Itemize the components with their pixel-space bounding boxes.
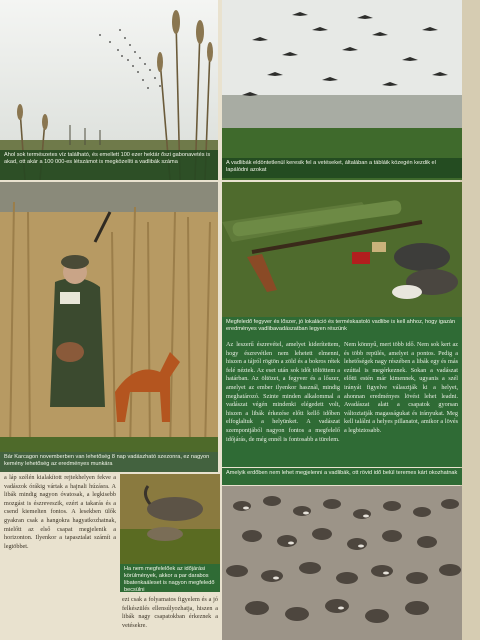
caption-geese-field: A vadlibák eldöntetlenül keresik fel a vetéseket, általában a tábláik közegén kezdik el lapálódni azokat [222,158,462,178]
caption-flock-ground: Amelyik erdőben nem lehet megjelenni a vadlibák, ott rövid idő belül teremes kárt okozhatnak [222,468,462,485]
page-edge [460,0,480,640]
article-column-right: Nem könnyű, mert több idő. Nem sok kert az és több repülés, amelyet a pontos. Pedig a lehetőségek nagy részében a libák egy és más ezúttal is megérkeznek. Sokan a vadászat előtti estén már kimennek, ugyanis a szél irányát figyelve választják ki a helyet, ahonnan eredményes lövést lehet leadni. Avadászat alatt a csapatok gyorsan változtatják magasságukat és irányukat. Meg kell találni a helyes pillanatot, amikor a lövés a legbiztosabb. [344,341,458,434]
caption-gear-decoys: Megfeledő fegyver és lőszer, jó lokaláció és terméskastoló vadlibe is kell ahhoz, hogy igazán eredményes vadlibavadászatban legyen részünk [222,317,462,339]
photo-flock-ground [222,486,462,640]
photo-goose-grass [120,474,220,564]
photo-gear-decoys [222,182,462,317]
caption-reeds-flock: Ahol sok természetes víz található, és emellett 100 ezer hektár őszi gabonavetés is akad, ott akár a 100 000-es létszámot is megközelíti a vadlibák száma [0,150,218,180]
article-column-left: a láp szélén kialakított rejtekhelyen fekve a vadászok órákig vártak a hajnali húzásra. A libák mindig nagyon óvatosak, a legkisebb mozgást is észreveszik, ezért a takarás és a csend kiemelten fontos. A lesekben ülők gyakran csak a hangokra hagyatkozhatnak, mielőtt az első csapat megjelenik a horizonton. Ilyenkor a tapasztalat számít a legtöbbet. [4,474,116,550]
article-column-bottom-mid: ezt csak a folyamatos figyelem és a jó felkészülés ellensúlyozhatja, hiszen a libák nagy csapatokban érkeznek a vetésekre. [122,596,218,629]
photo-hunter-reeds [0,182,218,452]
article-column-middle: Az leszerű észrevétel, amelyet kiderítettem, hogy észrevétlen nem lehetett elmenni, hiszen a tájról rögtön a zöld és a bokros rétek felé néztek. Az eset után sok időt töltöttem a határban. Az öltözet, a fegyver és a lőszer, amelyet az ember ilyenkor használ, mindig meghatározó. Szinte minden alkalommal a vadászat végén mindenki elégedett volt, hiszen a libák érkezése előtt kellő időben elfoglaltuk a helyünket. A vadászat szempontjából nagyon fontos a megfelelő időjárás, de még ennél is fontosabb a türelem. [226,341,340,443]
photo-geese-field [222,0,462,180]
caption-hunter-reeds: Bár Karcagon novemberben van lehetőség 8 nap vadászható szezonra, ez nagyon kemény lehetőség az eredményes munkára [0,452,218,472]
caption-goose-grass: Ha nem megfelelőek az időjárási körülmények, akkor a par darabos libatenkaáleset is nagyon megfeledő becsülni [120,564,220,592]
